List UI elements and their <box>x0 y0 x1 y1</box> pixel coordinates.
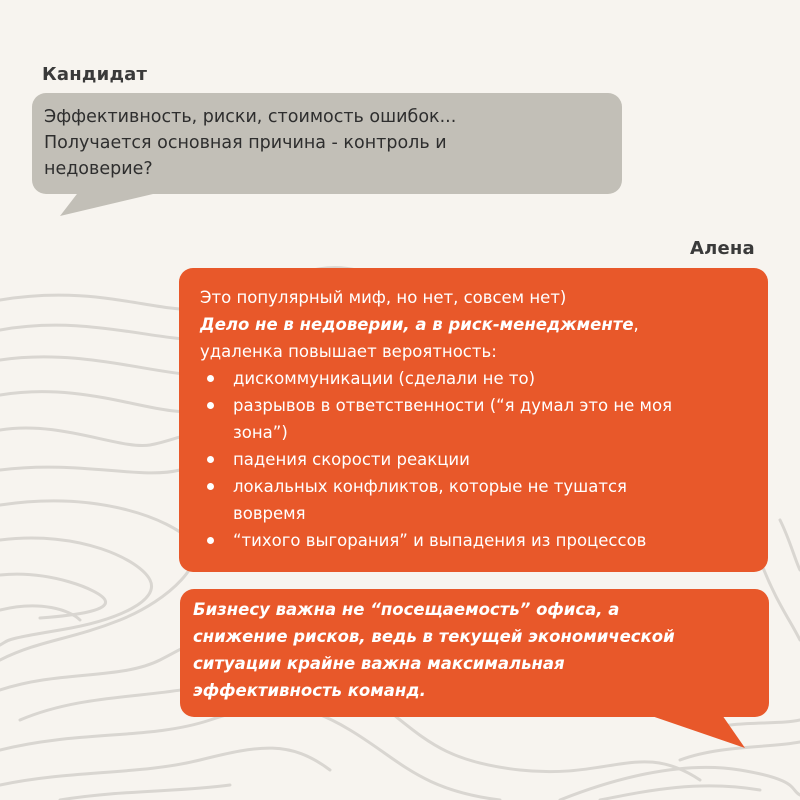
alena-summary-bubble <box>180 589 769 717</box>
summary-line: ситуации крайне важна максимальная <box>193 654 565 673</box>
summary-line: снижение рисков, ведь в текущей экономической <box>193 627 675 646</box>
risk-list-item <box>200 392 768 446</box>
summary-line: эффективность команд. <box>193 681 426 700</box>
candidate-name: Кандидат <box>42 64 148 85</box>
risk-list-item <box>200 446 768 473</box>
alena-thesis <box>200 311 768 338</box>
risk-line: дискоммуникации (сделали не то) <box>233 369 536 388</box>
alena-name: Алена <box>690 238 755 259</box>
risk-line: зона”) <box>233 423 288 442</box>
alena-summary <box>180 589 769 704</box>
risk-line: падения скорости реакции <box>233 450 470 469</box>
risk-line: локальных конфликтов, которые не тушатся <box>233 477 627 496</box>
risk-line: разрывов в ответственности (“я думал это не моя <box>233 396 673 415</box>
candidate-message <box>32 93 622 182</box>
candidate-message-line: Эффективность, риски, стоимость ошибок... <box>44 107 457 127</box>
risk-list-item <box>200 527 768 554</box>
risk-line: вовремя <box>233 504 306 523</box>
candidate-message-bubble <box>32 93 622 194</box>
candidate-bubble-tail <box>60 190 180 220</box>
risk-list <box>200 365 768 554</box>
alena-summary-bubble-tail <box>640 712 750 752</box>
alena-message-bubble <box>179 268 768 572</box>
risk-list-item <box>200 365 768 392</box>
summary-line: Бизнесу важна не “посещаемость” офиса, а <box>193 600 620 619</box>
alena-thesis-comma: , <box>633 315 639 334</box>
alena-message <box>179 268 768 554</box>
alena-lead: удаленка повышает вероятность: <box>200 342 497 361</box>
candidate-message-line: Получается основная причина - контроль и <box>44 133 447 153</box>
candidate-message-line: недоверие? <box>44 159 153 179</box>
risk-line: “тихого выгорания” и выпадения из процессов <box>233 531 647 550</box>
alena-thesis-bold: Дело не в недоверии, а в риск-менеджменте <box>200 315 634 334</box>
risk-list-item <box>200 473 768 527</box>
alena-intro: Это популярный миф, но нет, совсем нет) <box>200 288 567 307</box>
